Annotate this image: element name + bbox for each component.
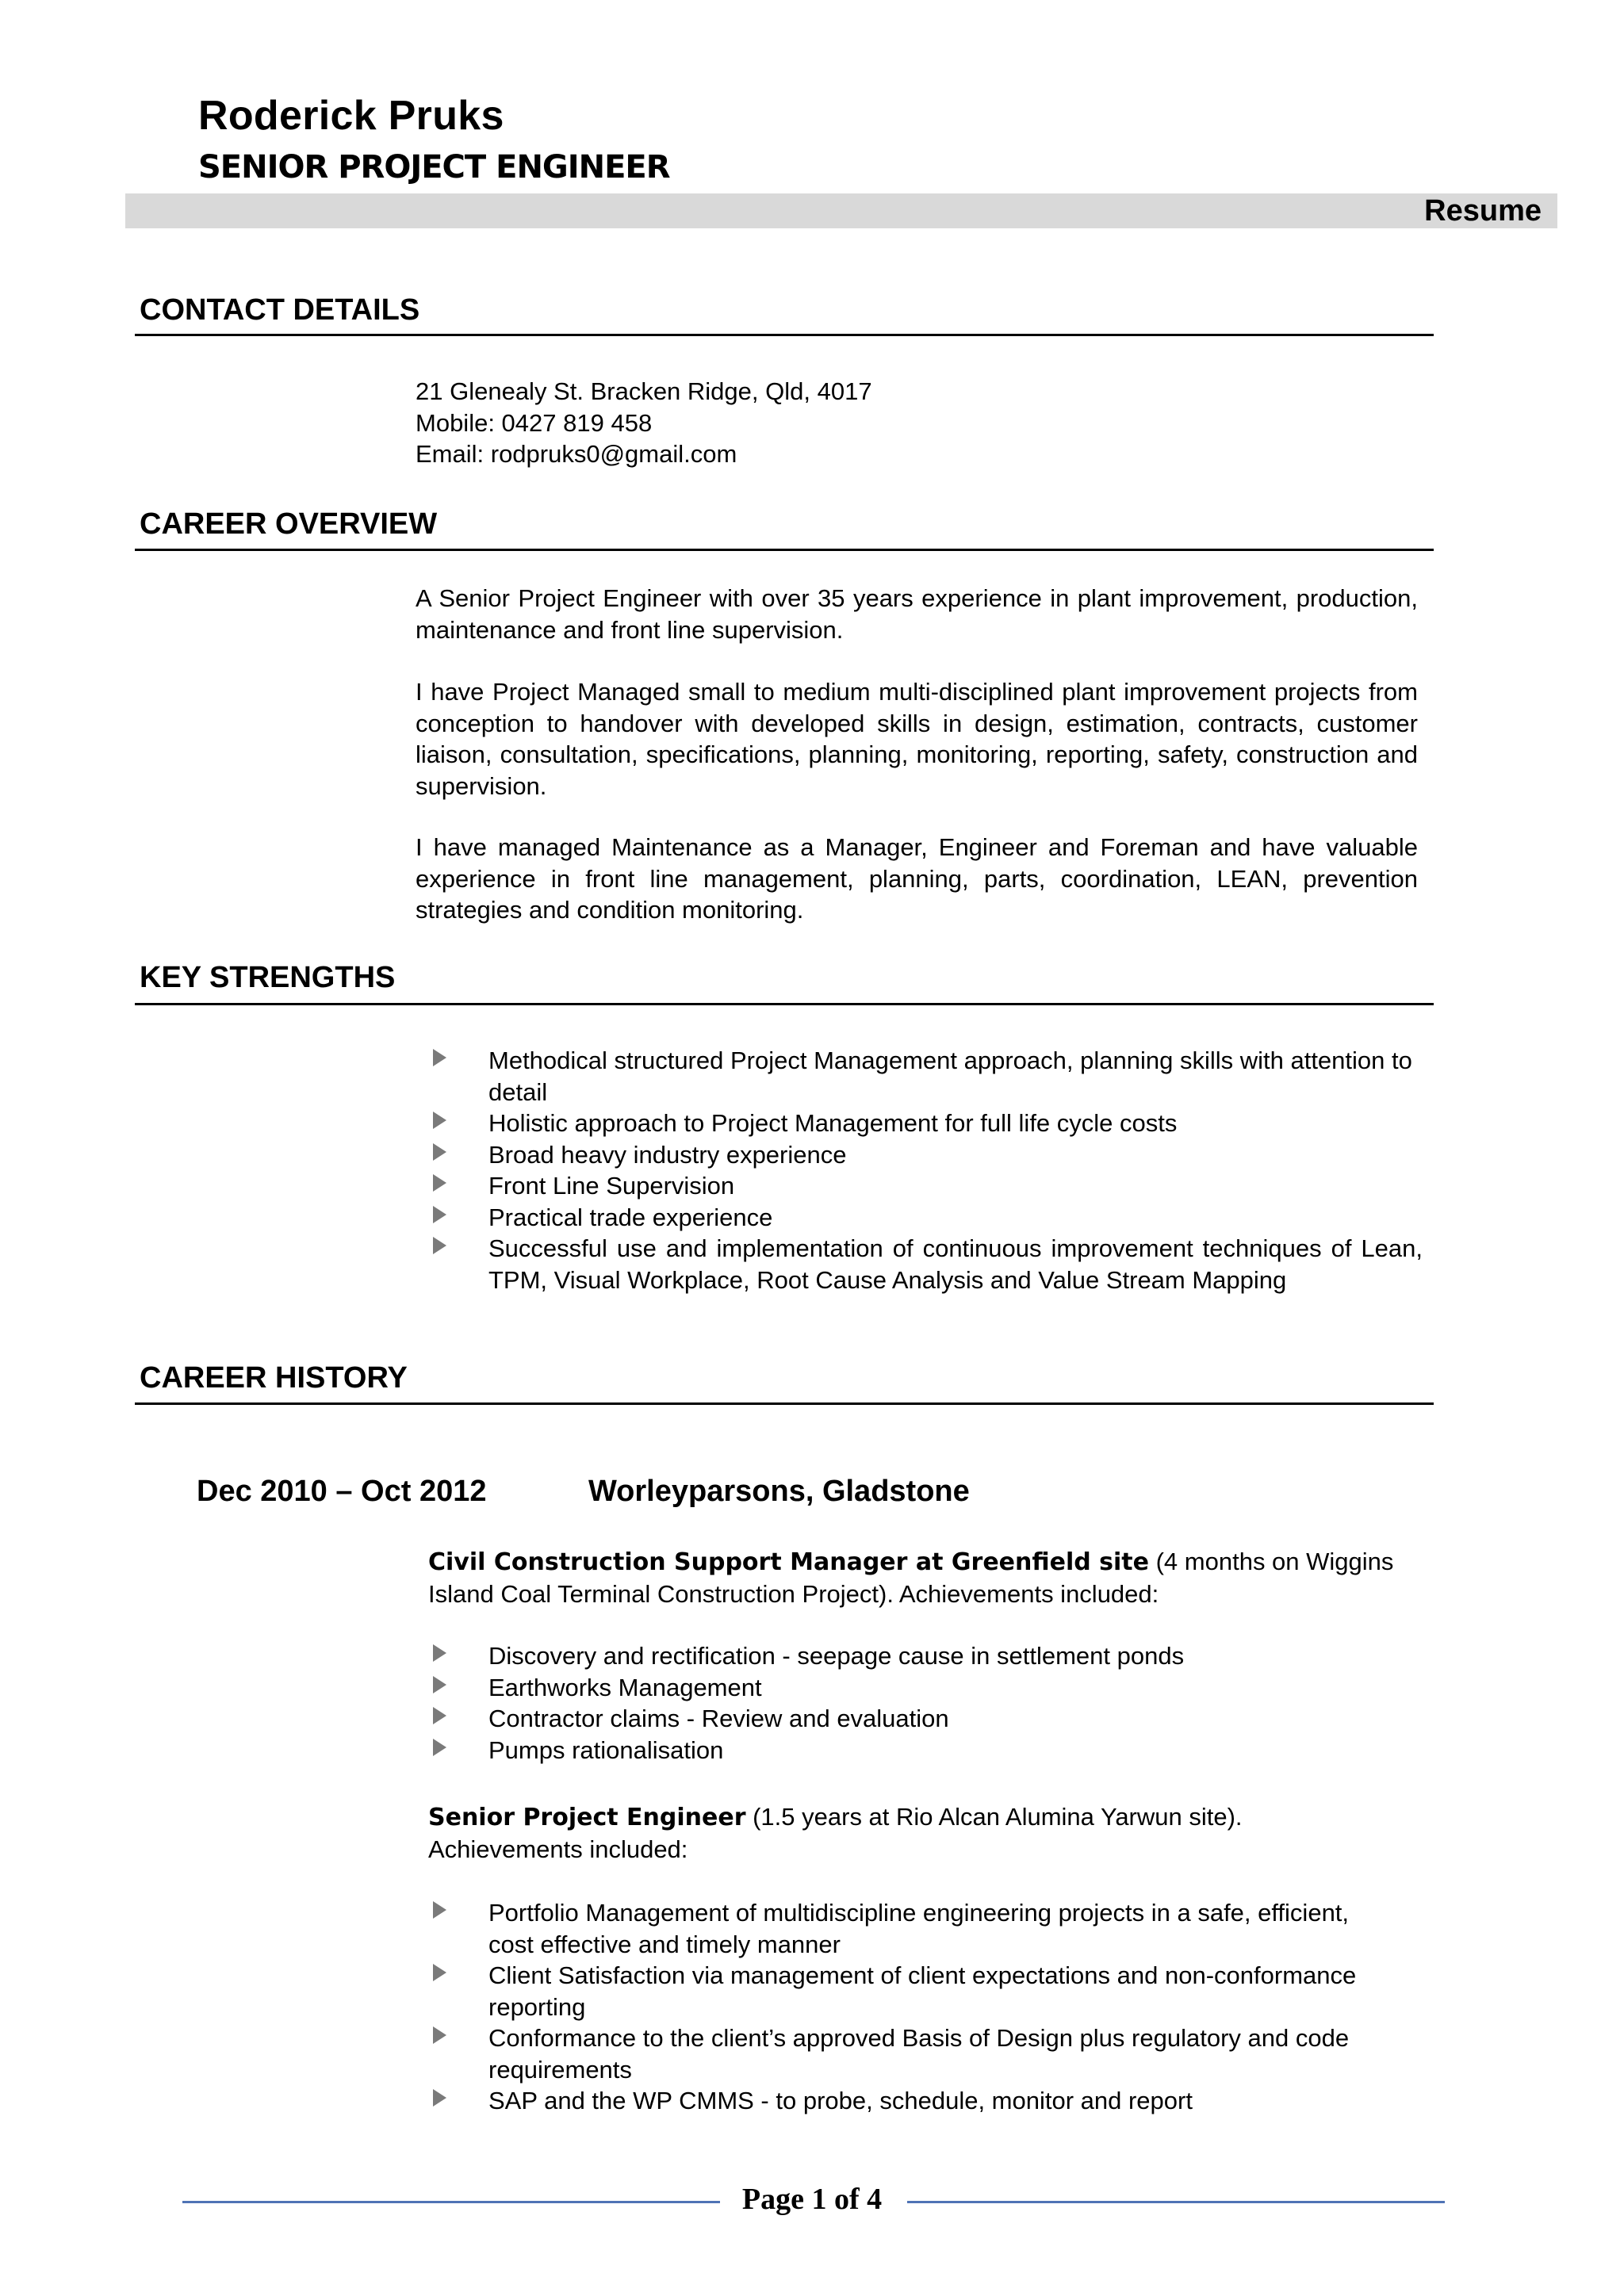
list-item: Holistic approach to Project Management for full life cycle costs xyxy=(416,1108,1423,1139)
section-heading-overview: CAREER OVERVIEW xyxy=(140,507,438,541)
triangle-bullet-icon xyxy=(433,1964,446,1981)
role-1-achievements xyxy=(416,1640,1423,1766)
list-item: Portfolio Management of multidiscipline engineering projects in a safe, efficient, cost effective and timely manner xyxy=(416,1897,1383,1960)
section-rule xyxy=(135,1003,1434,1005)
footer-rule-left xyxy=(182,2201,720,2203)
section-heading-strengths: KEY STRENGTHS xyxy=(140,961,396,994)
list-item: Front Line Supervision xyxy=(416,1170,1423,1202)
page-number: Page 1 of 4 xyxy=(741,2183,883,2216)
list-item: Practical trade experience xyxy=(416,1202,1423,1234)
role-2-description xyxy=(428,1801,1316,1865)
job-period: Dec 2010 – Oct 2012 xyxy=(197,1475,487,1508)
list-item: Conformance to the client’s approved Basis of Design plus regulatory and code requirements xyxy=(416,2022,1383,2085)
overview-para-3: I have managed Maintenance as a Manager, Engineer and Foreman and have valuable experience in front line management, planning, parts, coordination, LEAN, prevention strategies and condition monitoring. xyxy=(416,833,1418,924)
triangle-bullet-icon xyxy=(433,1049,446,1066)
overview-para-1: A Senior Project Engineer with over 35 years experience in plant improvement, production, maintenance and front line supervision. xyxy=(416,584,1418,644)
triangle-bullet-icon xyxy=(433,1143,446,1161)
list-item: Client Satisfaction via management of client expectations and non-conformance reporting xyxy=(416,1960,1383,2022)
contact-mobile: Mobile: 0427 819 458 xyxy=(416,408,653,437)
role-1-desc: (4 months on Wiggins Island Coal Terminal Construction Project). Achievements included: xyxy=(428,1548,1394,1608)
triangle-bullet-icon xyxy=(433,1174,446,1192)
list-item: Contractor claims - Review and evaluation xyxy=(416,1703,1423,1735)
list-item: Earthworks Management xyxy=(416,1672,1423,1704)
triangle-bullet-icon xyxy=(433,1707,446,1724)
list-item: Successful use and implementation of continuous improvement techniques of Lean, TPM, Visual Workplace, Root Cause Analysis and Value Stream Mapping xyxy=(416,1233,1423,1295)
section-rule xyxy=(135,334,1434,336)
triangle-bullet-icon xyxy=(433,1112,446,1129)
triangle-bullet-icon xyxy=(433,1901,446,1919)
contact-block xyxy=(416,376,1418,470)
section-rule xyxy=(135,549,1434,551)
section-rule xyxy=(135,1402,1434,1405)
triangle-bullet-icon xyxy=(433,1206,446,1223)
role-1-description xyxy=(428,1546,1419,1609)
list-item: Discovery and rectification - seepage cause in settlement ponds xyxy=(416,1640,1423,1672)
overview-para-2: I have Project Managed small to medium multi-disciplined plant improvement projects from conception to handover with developed skills in design, estimation, contracts, customer liaison, consultation, specifications, planning, monitoring, reporting, safety, construction and supervision. xyxy=(416,678,1418,800)
job-employer: Worleyparsons, Gladstone xyxy=(588,1475,970,1508)
resume-banner xyxy=(125,193,1557,228)
candidate-name: Roderick Pruks xyxy=(198,93,504,139)
contact-address: 21 Glenealy St. Bracken Ridge, Qld, 4017 xyxy=(416,377,872,405)
strengths-list xyxy=(416,1045,1423,1295)
section-heading-contact: CONTACT DETAILS xyxy=(140,293,420,327)
banner-label: Resume xyxy=(1424,194,1542,228)
section-heading-history: CAREER HISTORY xyxy=(140,1361,408,1395)
contact-email: Email: rodpruks0@gmail.com xyxy=(416,440,737,468)
list-item: Methodical structured Project Management approach, planning skills with attention to detail xyxy=(416,1045,1423,1108)
role-1-title: Civil Construction Support Manager at Greenfield site xyxy=(428,1548,1149,1576)
triangle-bullet-icon xyxy=(433,1676,446,1693)
role-2-title: Senior Project Engineer xyxy=(428,1804,746,1831)
role-2-desc: (1.5 years at Rio Alcan Alumina Yarwun site). Achievements included: xyxy=(428,1803,1243,1863)
triangle-bullet-icon xyxy=(433,1739,446,1756)
job-title: SENIOR PROJECT ENGINEER xyxy=(198,149,670,186)
triangle-bullet-icon xyxy=(433,1237,446,1254)
triangle-bullet-icon xyxy=(433,1644,446,1662)
role-2-achievements xyxy=(416,1897,1383,2117)
triangle-bullet-icon xyxy=(433,2089,446,2107)
list-item: SAP and the WP CMMS - to probe, schedule, monitor and report xyxy=(416,2085,1383,2117)
list-item: Broad heavy industry experience xyxy=(416,1139,1423,1171)
triangle-bullet-icon xyxy=(433,2026,446,2044)
footer-rule-right xyxy=(907,2201,1445,2203)
list-item: Pumps rationalisation xyxy=(416,1735,1423,1766)
